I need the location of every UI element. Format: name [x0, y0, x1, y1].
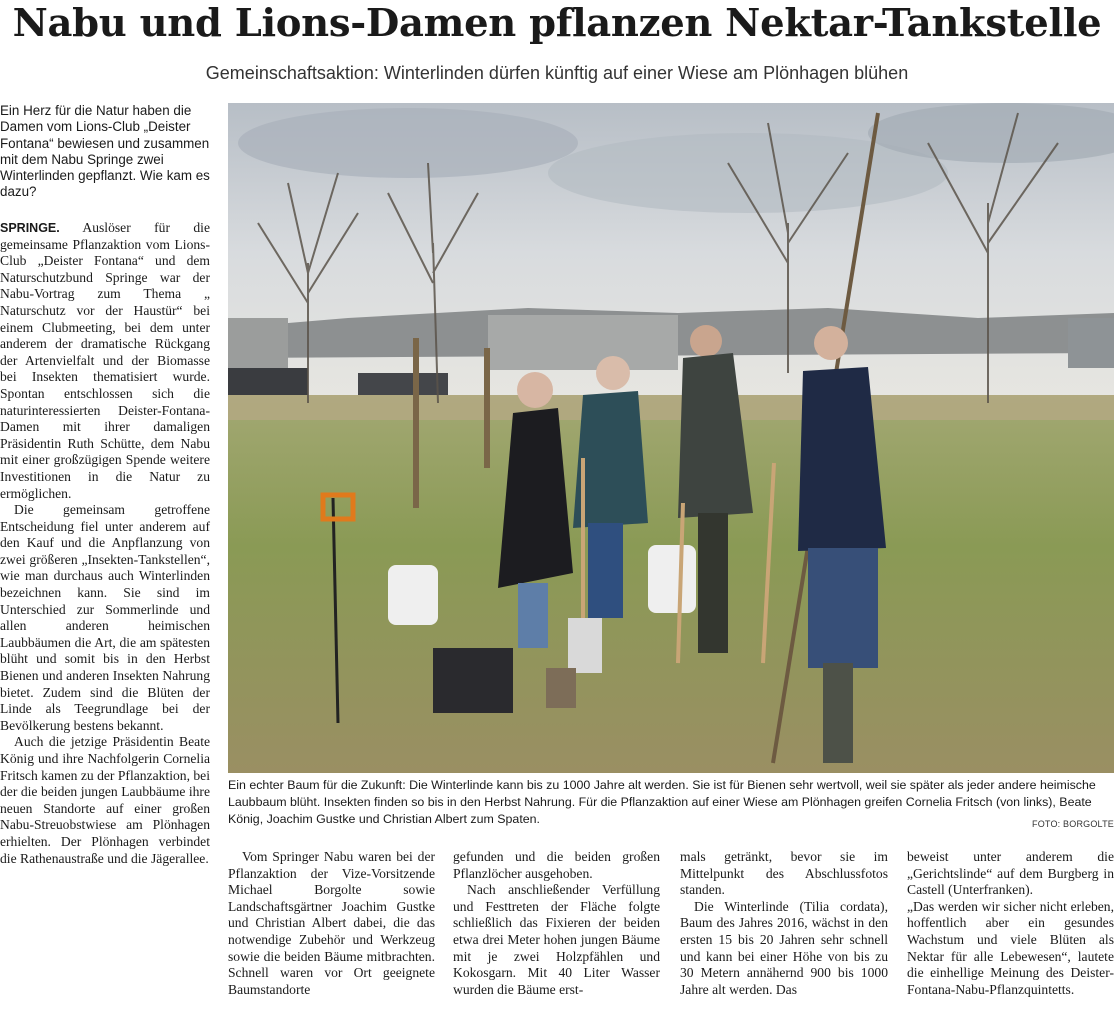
article-column-5	[907, 849, 1114, 998]
article-column-2	[228, 849, 435, 998]
dateline: SPRINGE.	[0, 221, 60, 235]
body-paragraph	[0, 220, 210, 502]
body-paragraph: gefunden und die beiden großen Pflanzlöcher ausgehoben.	[453, 849, 660, 881]
lead-paragraph: Ein Herz für die Natur haben die Damen vom Lions-Club „Deister Fontana“ bewiesen und zusammen mit dem Nabu Springe zwei Winterlinden gepflanzt. Wie kam es dazu?	[0, 103, 210, 200]
body-paragraph: Die gemeinsam getroffene Entscheidung fiel unter anderem auf den Kauf und die Anpflanzung von zwei größeren „Insekten-Tankstellen“, wie man durchaus auch Winterlinden bezeichnen kann. Sie sind im Unterschied zur Sommerlinde und allen anderen heimischen Laubbäumen die Art, die am spätesten blüht und somit bis in den Herbst Bienen und anderen Insekten Nahrung bietet. Zudem sind die Blüten der Linde als Teegrundlage bei der Bevölkerung bestens bekannt.	[0, 502, 210, 733]
photo-caption: Ein echter Baum für die Zukunft: Die Winterlinde kann bis zu 1000 Jahre alt werden. Sie ist für Bienen sehr wertvoll, weil sie später als jeder andere heimische Laubbaum blüht. Insekten finden so bis in den Herbst Nahrung. Für die Pflanzaktion auf einer Wiese am Plönhagen greifen Cornelia Fritsch (von links), Beate König, Joachim Gustke und Christian Albert zum Spaten.	[228, 778, 1096, 826]
body-paragraph: Die Winterlinde (Tilia cordata), Baum des Jahres 2016, wächst in den ersten 15 bis 20 Jahren sehr schnell und kann bei einer Höhe von bis zu 30 Metern annähernd 900 bis 1000 Jahre alt werden. Das	[680, 898, 888, 997]
body-paragraph: mals getränkt, bevor sie im Mittelpunkt des Abschlussfotos standen.	[680, 849, 888, 898]
article-column-1	[0, 220, 210, 867]
body-paragraph: „Das werden wir sicher nicht erleben, hoffentlich aber ein gesundes Wachstum und viele Blüten als Nektar für alle Lebewesen“, lautete die einhellige Meinung des Deister-Fontana-Nabu-Pflanzquintetts.	[907, 898, 1114, 997]
body-paragraph: Vom Springer Nabu waren bei der Pflanzaktion der Vize-Vorsitzende Michael Borgolte sowie Landschaftsgärtner Joachim Gustke und Christian Albert dabei, die das notwendige Zubehör und Werkzeug sowie die beiden Bäume mitbrachten. Schnell waren vor Ort geeignete Baumstandorte	[228, 849, 435, 997]
article-column-4	[680, 849, 888, 998]
photo-credit: FOTO: BORGOLTE	[1032, 819, 1114, 829]
photo-illustration	[228, 103, 1114, 773]
article-photo	[228, 103, 1114, 773]
body-paragraph: beweist unter anderem die „Gerichtslinde“ auf dem Burgberg in Castell (Unterfranken).	[907, 849, 1114, 898]
body-text: Auslöser für die gemeinsame Pflanzaktion vom Lions-Club „Deister Fontana“ und dem Naturschutzbund Springe war der Nabu-Vortrag zum Thema „ Naturschutz vor der Haustür“ bei einem Clubmeeting, bei dem unter anderem der dramatische Rückgang der Artenvielfalt und der Biomasse bei Insekten thematisiert wurde. Spontan entschlossen sich die naturinteressierten Deister-Fontana-Damen mit ihrer damaligen Präsidentin Ruth Schütte, dem Nabu mit einer großzügigen Spende weitere Investitionen in die Natur zu ermöglichen.	[0, 220, 210, 501]
subheadline: Gemeinschaftsaktion: Winterlinden dürfen künftig auf einer Wiese am Plönhagen blühen	[205, 63, 909, 83]
article-column-3	[453, 849, 660, 998]
body-paragraph: Nach anschließender Verfüllung und Festtreten der Fläche folgte schließlich das Fixieren der beiden etwa drei Meter hohen jungen Bäume mit je zwei Holzpfählen und Kokosgarn. Mit 40 Liter Wasser wurden die Bäume erst-	[453, 882, 660, 997]
headline: Nabu und Lions-Damen pflanzen Nektar-Tankstelle	[12, 1, 1102, 46]
body-paragraph: Auch die jetzige Präsidentin Beate König und ihre Nachfolgerin Cornelia Fritsch kamen zu der Pflanzaktion, bei der die beiden jungen Laubbäume ihre neuen Standorte auf einer großen Nabu-Streuobstwiese am Plönhagen erhielten. Der Plönhagen verbindet die Rathenaustraße und die Jägerallee.	[0, 734, 210, 866]
